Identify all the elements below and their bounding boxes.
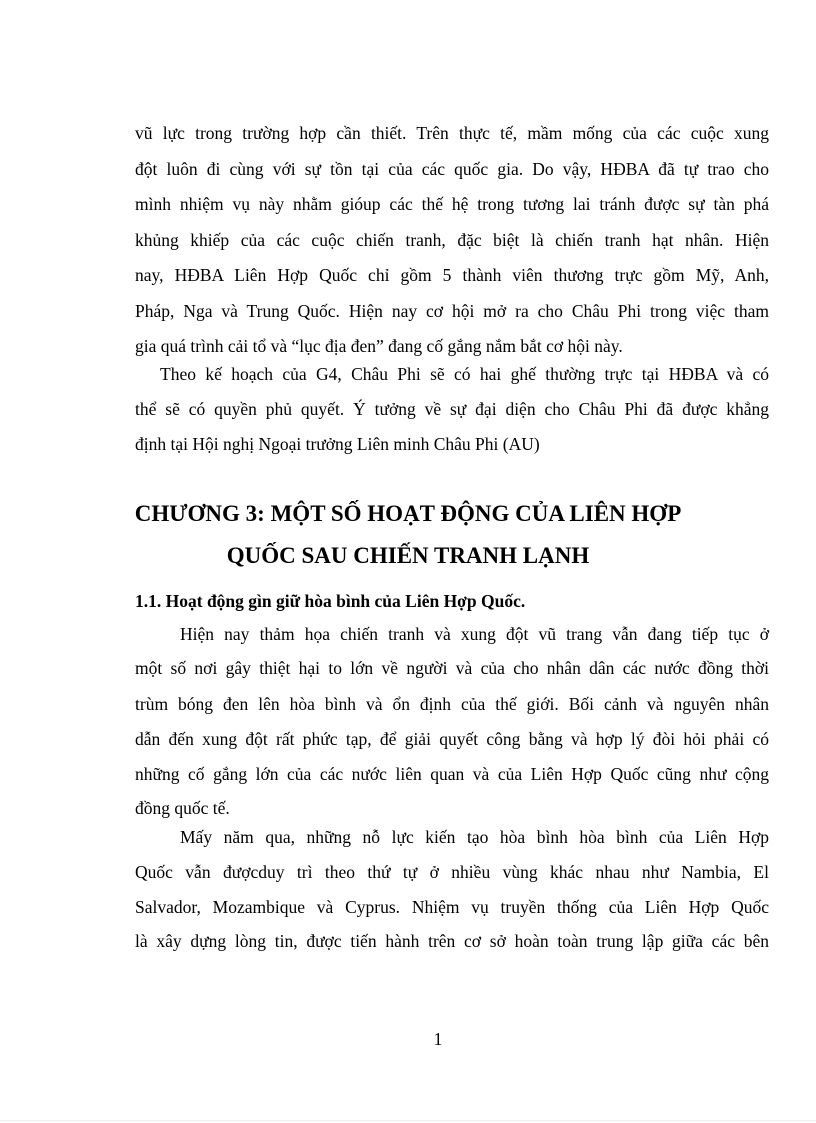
text-line: những cố gắng lớn của các nước liên quan và của Liên Hợp Quốc cũng như cộng	[135, 764, 769, 784]
chapter-title-line1: CHƯƠNG 3: MỘT SỐ HOẠT ĐỘNG CỦA LIÊN HỢP	[134, 501, 682, 526]
page-number: 1	[433, 1029, 443, 1049]
text-line: Quốc vẫn đượcduy trì theo thứ tự ở nhiều vùng khác nhau như Nambia, El	[135, 862, 769, 882]
text-line: đồng quốc tế.	[135, 798, 230, 818]
page-bottom-divider	[0, 1120, 816, 1121]
text-line: vũ lực trong trường hợp cần thiết. Trên thực tế, mầm mống của các cuộc xung	[135, 123, 769, 143]
text-line: Theo kế hoạch của G4, Châu Phi sẽ có hai ghế thường trực tại HĐBA và có	[160, 364, 769, 384]
text-line: khủng khiếp của các cuộc chiến tranh, đặc biệt là chiến tranh hạt nhân. Hiện	[135, 230, 769, 250]
text-line: là xây dựng lòng tin, được tiến hành trên cơ sở hoàn toàn trung lập giữa các bên	[135, 931, 769, 951]
text-line: Mấy năm qua, những nỗ lực kiến tạo hòa bình hòa bình của Liên Hợp	[180, 827, 769, 847]
text-line: Pháp, Nga và Trung Quốc. Hiện nay cơ hội mở ra cho Châu Phi trong việc tham	[135, 301, 769, 321]
text-line: dẫn đến xung đột rất phức tạp, để giải quyết công bằng và hợp lý đòi hỏi phải có	[135, 729, 769, 749]
text-line: một số nơi gây thiệt hại to lớn về người và của cho nhân dân các nước đồng thời	[135, 658, 769, 678]
text-line: Hiện nay thảm họa chiến tranh và xung đột vũ trang vẫn đang tiếp tục ở	[180, 624, 769, 644]
text-line: trùm bóng đen lên hòa bình và ổn định của thế giới. Bối cảnh và nguyên nhân	[135, 694, 769, 714]
section-title: 1.1. Hoạt động gìn giữ hòa bình của Liên Hợp Quốc.	[135, 591, 526, 611]
text-line: nay, HĐBA Liên Hợp Quốc chỉ gồm 5 thành viên thương trực gồm Mỹ, Anh,	[135, 265, 769, 285]
text-line: thể sẽ có quyền phủ quyết. Ý tưởng về sự đại diện cho Châu Phi đã được khẳng	[135, 399, 769, 419]
text-line: gia quá trình cải tổ và “lục địa đen” đang cố gắng nắm bắt cơ hội này.	[135, 336, 623, 356]
chapter-title-line2: QUỐC SAU CHIẾN TRANH LẠNH	[226, 543, 590, 568]
text-line: mình nhiệm vụ này nhằm gióup các thế hệ trong tương lai tránh được sự tàn phá	[135, 194, 769, 214]
text-line: đột luôn đi cùng với sự tồn tại của các quốc gia. Do vậy, HĐBA đã tự trao cho	[135, 159, 769, 179]
text-line: Salvador, Mozambique và Cyprus. Nhiệm vụ truyền thống của Liên Hợp Quốc	[135, 897, 769, 917]
text-line: định tại Hội nghị Ngoại trưởng Liên minh Châu Phi (AU)	[135, 434, 540, 454]
